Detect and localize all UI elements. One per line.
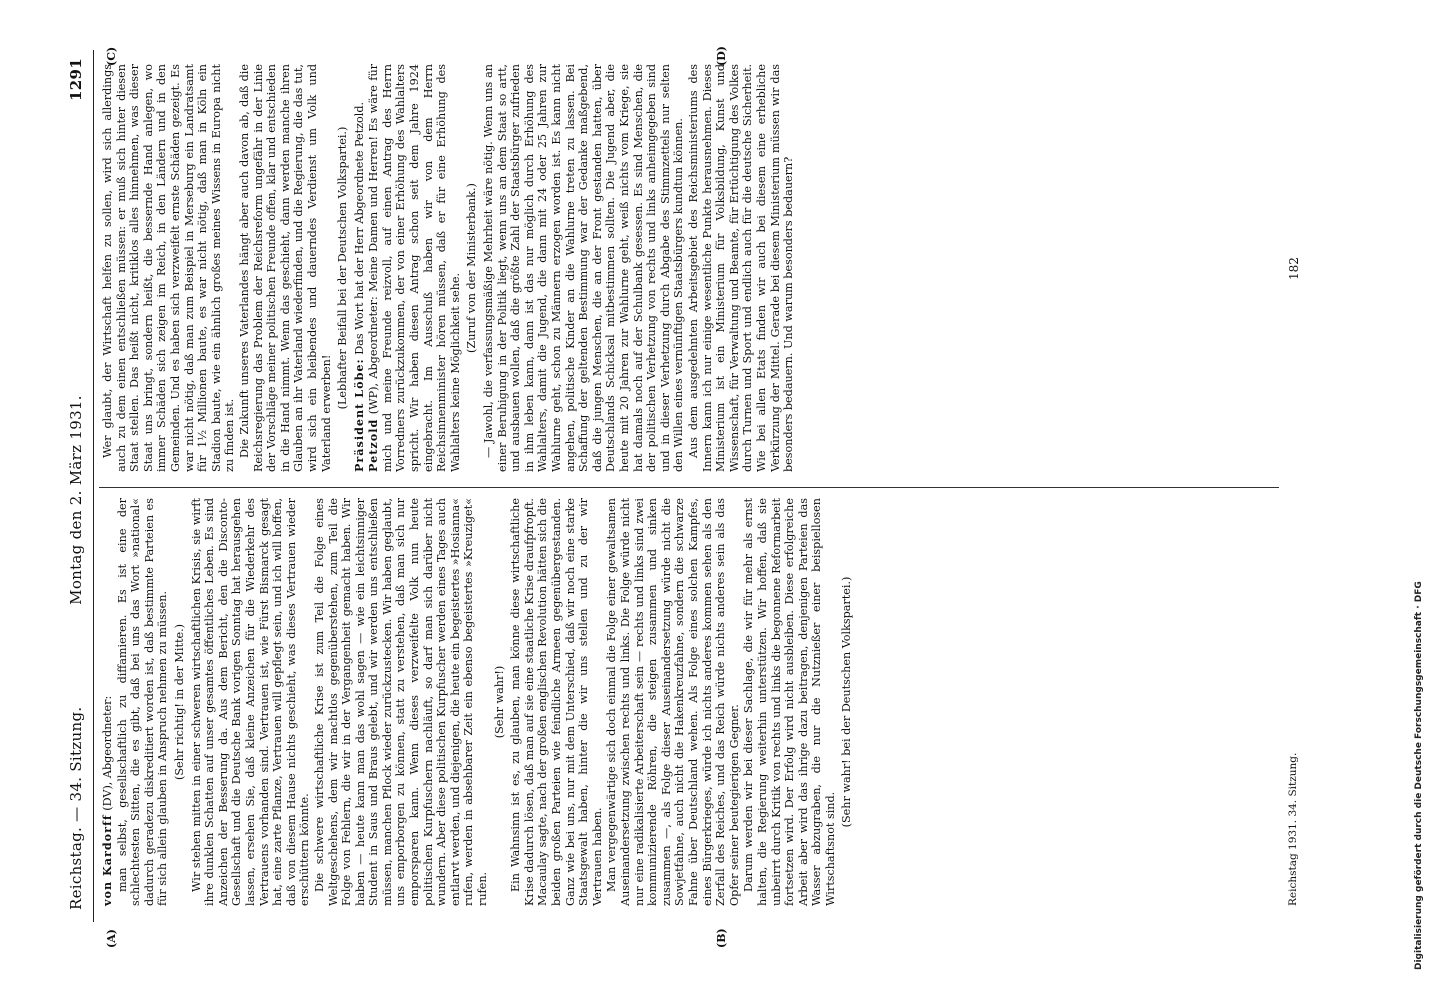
margin-marker-c: (C) [105,46,118,66]
paragraph [101,64,237,472]
paragraph [353,64,367,472]
paragraph [465,64,479,472]
paragraph-text: man selbst, gesellschaftlich zu diffamieren. Es ist eine der schlechtesten Sitten, die es gibt, daß bei uns das Wort »national« dadurch geradezu diskreditiert worden ist, daß bestimmte Parteien es für sich allein glauben in Anspruch nehmen zu müssen. [115,498,170,906]
header-page-number: 1291 [67,58,85,101]
paragraph [482,64,686,472]
paragraph-text: Darum werden wir bei dieser Sachlage, die wir für mehr als ernst halten, die Regierung weiterhin unterstützen. Wir hoffen, daß sie unbeirrt durch Kritik von rechts und links die begonnene Reformarbeit fortsetzen wird. Der Erfolg wird nicht ausbleiben. Diese erfolgreiche Arbeit aber wird das ihrige dazu beitragen, denjenigen Parteien das Wasser abzugraben, die nur die Nutznießer einer beispiellosen Wirtschaftsnot sind. [742,498,837,906]
margin-marker-d: (D) [715,46,728,66]
footer-sheet-number: 182 [1287,257,1301,280]
paragraph [238,64,333,472]
left-text-column [101,498,857,906]
paragraph [101,498,115,906]
rotated-page-content [65,46,1385,950]
speaker-name: Petzold [366,418,381,472]
right-text-column [101,64,797,472]
paragraph [173,498,187,906]
margin-marker-b: (B) [715,928,728,948]
paragraph-text: Die schwere wirtschaftliche Krise ist zum Teil die Folge eines Weltgeschehens, dem wir machtlos gegenüberstehen, zum Teil die Folge von Fehlern, die wir in der Vergangenheit gemacht haben. Wir haben — heute kann man das wohl sagen — wie ein leichtsinniger Student in Saus und Braus gelebt, und wir werden uns entschließen müssen, manchen Pflock wieder zurückzustecken. Wir haben geglaubt, uns emporborgen zu können, statt zu verstehen, daß man sich nur emporsparen kann. Wenn dieses verzweifelte Volk nun heute politischen Kurpfuschern nachläuft, so darf man sich darüber nicht wundern. Aber diese politischen Kurpfuscher werden eines Tages auch entlarvt werden, und diejenigen, die heute ein begeistertes »Hosianna« rufen, werden in absehbarer Zeit ein ebenso begeistertes »Kreuziget« rufen. [312,498,490,906]
header-rule [93,50,94,922]
column-divider [99,487,1279,488]
header-session: Reichstag. — 34. Sitzung. [67,706,85,910]
paragraph [116,498,170,906]
paragraph-text: (Zuruf von der Ministerbank.) [465,183,479,353]
paragraph-text: (Lebhafter Beifall bei der Deutschen Volkspartei.) [336,126,350,410]
margin-marker-a: (A) [105,929,118,948]
paragraph [509,498,604,906]
paragraph [367,64,462,472]
paragraph-text: Das Wort hat der Herr Abgeordnete Petzold. [352,101,366,359]
paragraph [493,498,507,906]
paragraph-text: Man vergegenwärtige sich doch einmal die Folge einer gewaltsamen Auseinandersetzung zwischen rechts und links. Die Folge würde nicht nur eine radikalisierte Arbeiterschaft sein — rechts und links sind zwei kommunizierende Röhren, die steigen zusammen und sinken zusammen —, als Folge dieser Auseinandersetzung würde nicht die Sowjetfahne, auch nicht die Hakenkreuzfahne, sondern die schwarze Fahne über Deutschland wehen. Als Folge eines solchen Kampfes, eines Bürgerkrieges, würde ich nichts anderes kommen sehen als den Zerfall des Reiches, und das Reich würde nichts anderes sein als das Opfer seiner beutegierigen Gegner. [605,498,741,906]
paragraph [313,498,490,906]
paragraph-text: (Sehr wahr!) [492,665,506,739]
paragraph [336,64,350,472]
paragraph [605,498,741,906]
paragraph-text: Die Zukunft unseres Vaterlandes hängt aber auch davon ab, daß die Reichsregierung das Problem der Reichsreform ungefähr in der Linie der Vorschläge meiner politischen Freunde offen, klar und entschieden in die Hand nimmt. Wenn das geschieht, dann werden manche ihren Glauben an ihr Vaterland wiederfinden, und die Regierung, die das tut, wird sich ein bleibendes und dauerndes Verdienst um Volk und Vaterland erwerben! [237,64,333,472]
paragraph-text: (WP), Abgeordneter: Meine Damen und Herren! Es wäre für mich und meine Freunde reizvoll, auf einen Antrag des Herrn Vorredners zurückzukommen, der von einer Erhöhung des Wahlalters spricht. Wir haben diesen Antrag schon seit dem Jahre 1924 eingebracht. Im Ausschuß haben wir von dem Herrn Reichsinnenminister hören müssen, daß er für eine Erhöhung des Wahlalters keine Möglichkeit sehe. [367,64,462,472]
paragraph-text: Aus dem ausgedehnten Arbeitsgebiet des Reichsministeriums des Innern kann ich nur einige wesentliche Punkte herausnehmen. Dieses Ministerium ist ein Ministerium für Volksbildung, Kunst und Wissenschaft, für Verwaltung und Beamte, für Ertüchtigung des Volkes durch Turnen und Sport und endlich auch für die deutsche Sicherheit. Wie bei allen Etats finden wir auch bei diesem eine erhebliche Verkürzung der Mittel. Gerade bei diesem Ministerium müssen wir das besonders bedauern. Und warum besonders bedauern? [686,64,796,472]
digitization-credit-text: Digitalisierung gefördert durch die Deutsche Forschungsgemeinschaft · DFG [1414,581,1424,970]
footer-reference: Reichstag 1931. 34. Sitzung. [1287,752,1299,906]
header-date: Montag den 2. März 1931. [67,395,85,605]
paragraph-text: Wer glaubt, der Wirtschaft helfen zu sollen, wird sich allerdings auch zu dem einen entschließen müssen: er muß sich hinter diesen Staat stellen. Das heißt nicht, kritiklos alles hinnehmen, was dieser Staat uns bringt, sondern heißt, die bessernde Hand anlegen, wo immer Schäden sich zeigen im Reich, in den Ländern und in den Gemeinden. Und es haben sich verzweifelt ernste Schäden gezeigt. Es war nicht nötig, daß man zum Beispiel in Merseburg ein Landratsamt für 1½ Millionen baute, es war nicht nötig, daß man in Köln ein Stadion baute, wie ein ähnlich großes meines Wissens in Europa nicht zu finden ist. [101,64,237,472]
speaker-name: Präsident Löbe: [351,358,366,472]
paragraph-text: — Jawohl, die verfassungsmäßige Mehrheit wäre nötig. Wenn uns an einer Beruhigung in der Politik liegt, wenn uns an dem Staat so artt, und ausbauen wollen, daß die größte Zahl der Staatsbürger zufrieden in ihm leben kann, dann ist das nur möglich durch Erhöhung des Wahlalters, damit die Jugend, die dann mit 24 oder 25 Jahren zur Wahlurne geht, schon zu Männern erzogen worden ist. Es kann nicht angehen, politische Kinder an die Wahlurne treten zu lassen. Bei Schaffung der geltenden Bestimmung war der Gedanke maßgebend, daß die jungen Menschen, die an der Front gestanden hatten, über Deutschlands Schicksal mitbestimmen sollten. Die Jugend aber, die heute mit 20 Jahren zur Wahlurne geht, weiß nichts vom Kriege, sie hat damals noch auf der Schulbank gesessen. Es sind Menschen, die der politischen Verhetzung von rechts und links anheimgegeben sind und in dieser Verhetzung durch Abgabe des Stimmzettels nur selten den Willen eines vernünftigen Staatsbürgers kundtun können. [482,64,686,472]
paragraph-text: Wir stehen mitten in einer schweren wirtschaftlichen Krisis, sie wirft ihre dunklen Schatten auf unser gesamtes öffentliches Leben. Es sind Anzeichen der Besserung da. Aus dem Bericht, den die Disconto-Gesellschaft und die Deutsche Bank vorigen Sonntag hat herausgehen lassen, ersehen Sie, daß kleine Anzeichen für die Wiederkehr des Vertrauens vorhanden sind. Vertrauen ist, wie Fürst Bismarck gesagt hat, eine zarte Pflanze, Vertrauen will gepflegt sein, und ich will hoffen, daß von diesem Hause nichts geschieht, was dieses Vertrauen wieder erschüttern könnte. [189,498,312,906]
digitization-credit [1408,90,1434,970]
page-header [65,50,91,950]
paragraph-text: Ein Wahnsinn ist es, zu glauben, man könne diese wirtschaftliche Krise dadurch lösen, daß man auf sie eine staatliche Krise draufpfropft. Macaulay sagte, nach der großen englischen Revolution hätten sich die beiden großen Parteien wie feindliche Armeen gegenübergestanden. Ganz wie bei uns, nur mit dem Unterschied, daß wir noch eine starke Staatsgewalt haben, hinter die wir uns stellen und zu der wir Vertrauen haben. [509,498,604,906]
paragraph-text: (Sehr richtig! in der Mitte.) [172,623,186,781]
paragraph [190,498,312,906]
paragraph-text: (Sehr wahr! bei der Deutschen Volkspartei.) [840,576,854,828]
paragraph [840,498,854,906]
speaker-name: von Kardorff [100,814,114,906]
paragraph [687,64,796,472]
paragraph-text: (DV), Abgeordneter: [101,695,114,815]
paragraph [742,498,837,906]
scanned-page [65,46,1385,950]
